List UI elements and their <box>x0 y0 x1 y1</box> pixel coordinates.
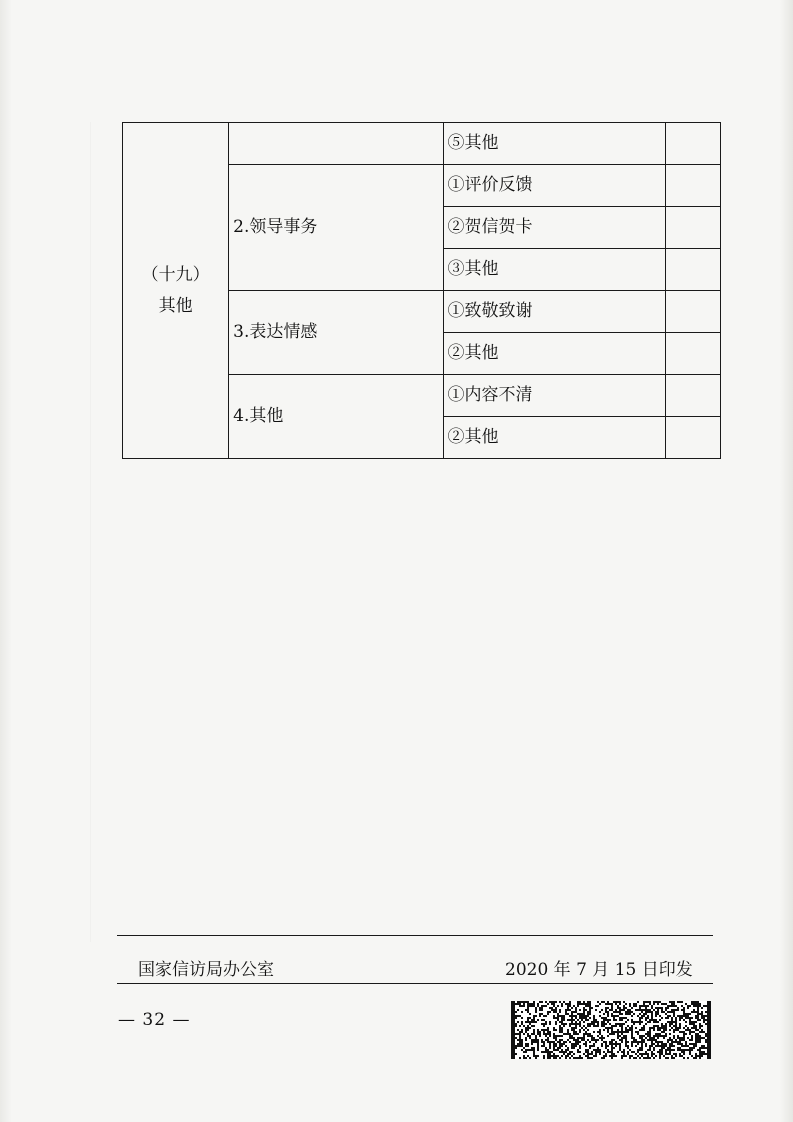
blank-cell <box>665 249 720 291</box>
item-cell: ⑤其他 <box>443 123 665 165</box>
page-number: — 32 — <box>118 1010 191 1030</box>
subcategory-cell: 3.表达情感 <box>229 291 443 375</box>
subcategory-cell: 4.其他 <box>229 375 443 459</box>
footer-bottom-rule <box>117 983 713 984</box>
category-cell <box>123 123 229 459</box>
item-cell: ②其他 <box>443 417 665 459</box>
item-cell: ①内容不清 <box>443 375 665 417</box>
issuer: 国家信访局办公室 <box>138 960 274 980</box>
blank-cell <box>665 333 720 375</box>
blank-cell <box>665 375 720 417</box>
footer-top-rule <box>117 935 713 936</box>
item-cell: ③其他 <box>443 249 665 291</box>
blank-cell <box>665 417 720 459</box>
blank-cell <box>665 207 720 249</box>
barcode-image <box>511 1001 711 1059</box>
subcategory-cell <box>229 123 443 165</box>
blank-cell <box>665 123 720 165</box>
issue-date: 2020 年 7 月 15 日印发 <box>505 960 693 980</box>
item-cell: ①致敬致谢 <box>443 291 665 333</box>
blank-cell <box>665 165 720 207</box>
item-cell: ①评价反馈 <box>443 165 665 207</box>
item-cell: ②贺信贺卡 <box>443 207 665 249</box>
category-number: （十九） <box>141 264 210 285</box>
subcategory-cell: 2.领导事务 <box>229 165 443 291</box>
blank-cell <box>665 291 720 333</box>
classification-table <box>122 122 721 459</box>
item-cell: ②其他 <box>443 333 665 375</box>
category-name: 其他 <box>158 295 193 316</box>
